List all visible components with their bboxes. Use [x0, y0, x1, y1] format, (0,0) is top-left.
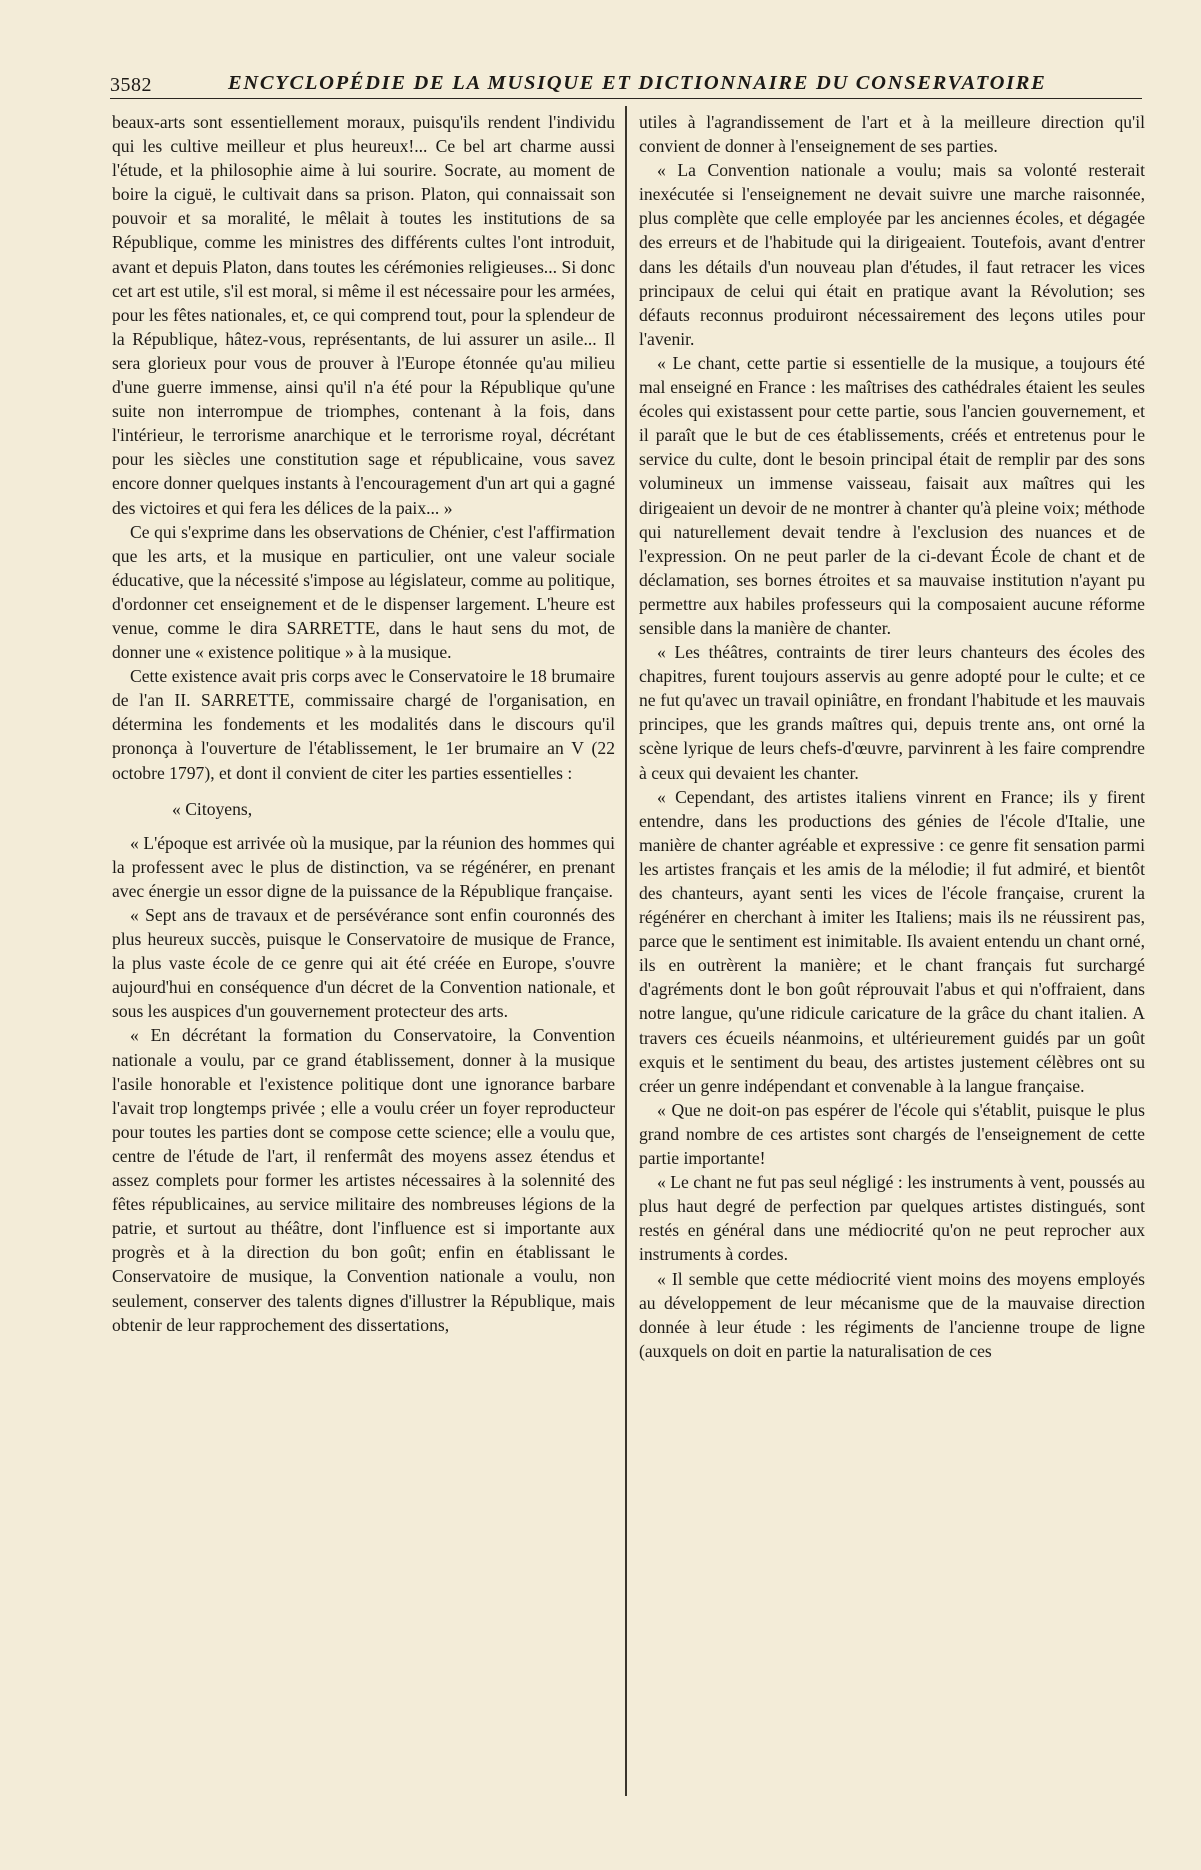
- paragraph: beaux-arts sont essentiellement moraux, puisqu'ils rendent l'individu qui les cultive meilleur et plus heureux!... Ce bel art charme aussi l'étude, et la philosophie aime à lui sourire. Socrate, au moment de boire la ciguë, le cultivait dans sa prison. Platon, qui connaissait son pouvoir et sa moralité, le mêlait à toutes les institutions de sa République, comme les ministres des différents cultes l'ont introduit, avant et depuis Platon, dans toutes les cérémonies religieuses... Si donc cet art est utile, s'il est moral, si même il est nécessaire pour les armées, pour les fêtes nationales, et, ce qui comprend tout, pour la splendeur de la République, hâtez-vous, représentants, de lui assurer un asile... Il sera glorieux pour vous de prouver à l'Europe étonnée qu'au milieu d'une guerre immense, ainsi qu'il n'a été pour la République qu'une suite non interrompue de triomphes, contenant à la fois, dans l'intérieur, le terrorisme anarchique et le terrorisme royal, décrétant pour les siècles une constitution sage et républicaine, vous savez encore donner quelques instants à l'encouragement d'un art qui a gagné des victoires et qui fera les délices de la paix... »: [112, 112, 615, 518]
- paragraph: « En décrétant la formation du Conservatoire, la Convention nationale a voulu, par ce grand établissement, donner à la musique l'asile honorable et l'existence politique dont une ignorance barbare l'avait trop longtemps privée ; elle a voulu créer un foyer reproducteur pour toutes les parties dont se compose cette science; elle a voulu que, centre de l'étude de l'art, il renfermât des moyens assez étendus et assez complets pour former les artistes nécessaires à la solennité des fêtes républicaines, au service militaire des nombreuses légions de la patrie, et surtout au théâtre, dont l'influence est si importante aux progrès et à la direction du bon goût; enfin en établissant le Conservatoire de musique, la Convention nationale a voulu, non seulement, conserver des talents dignes d'illustrer la République, mais obtenir de leur rapprochement des dissertations,: [112, 1025, 615, 1335]
- page-number: 3582: [110, 74, 152, 96]
- paragraph: « La Convention nationale a voulu; mais sa volonté resterait inexécutée si l'enseignement ne devait suivre une marche raisonnée, plus complète que celle employée par les anciennes écoles, et dégagée des erreurs et de l'habitude qui la dirigeaient. Toutefois, avant d'entrer dans les détails d'un nouveau plan d'études, il faut retracer les vices principaux de celui qui était en pratique avant la Révolution; ses défauts reconnus produiront nécessairement des leçons utiles pour l'avenir.: [639, 160, 1145, 349]
- paragraph: « Le chant ne fut pas seul négligé : les instruments à vent, poussés au plus haut degré de perfection par quelques artistes distingués, sont restés en général dans une médiocrité qu'on ne peut reprocher aux instruments à cordes.: [639, 1172, 1145, 1265]
- paragraph: Ce qui s'exprime dans les observations de Chénier, c'est l'affirmation que les arts, et la musique en particulier, ont une valeur sociale éducative, que la nécessité s'impose au législateur, comme au politique, d'ordonner cet enseignement et de le dispenser largement. L'heure est venue, comme le dira SARRETTE, dans le haut sens du mot, de donner une « existence politique » à la musique.: [112, 521, 615, 663]
- left-column: [112, 110, 615, 1337]
- salutation: « Citoyens,: [172, 798, 253, 819]
- paragraph: « Cependant, des artistes italiens vinrent en France; ils y firent entendre, dans les productions des génies de l'école d'Italie, une manière de chanter agréable et expressive : ce genre fit sensation parmi les artistes français et les amis de la mélodie; il fut admiré, et bientôt des chanteurs, ayant senti les vices de l'école française, crurent la régénérer en cherchant à imiter les Italiens; mais ils ne réussirent pas, parce que le sentiment est inimitable. Ils avaient entendu un chant orné, ils en outrèrent la manière; et le chant français fut surchargé d'agréments dont le bon goût réprouvait l'abus et qui n'offraient, dans notre langue, qu'une ridicule caricature de la grâce du chant italien. A travers ces écueils néanmoins, et ultérieurement guidés par un goût exquis et le sentiment du beau, des artistes justement célèbres ont su créer un genre indépendant et convenable à la langue française.: [639, 786, 1145, 1096]
- paragraph: « Sept ans de travaux et de persévérance sont enfin couronnés des plus heureux succès, puisque le Conservatoire de musique de France, la plus vaste école de ce genre qui ait été créée en Europe, s'ouvre aujourd'hui en conséquence d'un décret de la Convention nationale, et sous les auspices d'un gouvernement protecteur des arts.: [112, 905, 615, 1022]
- paragraph: utiles à l'agrandissement de l'art et à la meilleure direction qu'il convient de donner à l'enseignement de ses parties.: [639, 112, 1145, 157]
- running-title: ENCYCLOPÉDIE DE LA MUSIQUE ET DICTIONNAIRE DU CONSERVATOIRE: [228, 72, 1047, 94]
- paragraph: « L'époque est arrivée où la musique, par la réunion des hommes qui la professent avec le plus de distinction, va se régénérer, en prenant avec énergie un essor digne de la puissance de la République française.: [112, 832, 615, 901]
- paragraph: « Il semble que cette médiocrité vient moins des moyens employés au développement de leur mécanisme que de la mauvaise direction donnée à leur étude : les régiments de l'ancienne troupe de ligne (auxquels on doit en partie la naturalisation de ces: [639, 1268, 1145, 1361]
- paragraph: Cette existence avait pris corps avec le Conservatoire le 18 brumaire de l'an II. SARRETTE, commissaire chargé de l'organisation, en détermina les fondements et les modalités dans le discours qu'il prononça à l'ouverture de l'établissement, le 1er brumaire an V (22 octobre 1797), et dont il convient de citer les parties essentielles :: [112, 666, 615, 783]
- paragraph: « Les théâtres, contraints de tirer leurs chanteurs des écoles des chapitres, furent toujours asservis au genre adopté pour le culte; et ce ne fut qu'avec un travail opiniâtre, en frondant l'habitude et les mauvais principes, que les grands maîtres qui, depuis trente ans, ont orné la scène lyrique de leurs chefs-d'œuvre, parvinrent à les faire comprendre à ceux qui devaient les chanter.: [639, 642, 1145, 783]
- right-column: [639, 110, 1145, 1363]
- page-header: [110, 72, 1142, 99]
- column-divider: [625, 106, 627, 1796]
- paragraph: « Que ne doit-on pas espérer de l'école qui s'établit, puisque le plus grand nombre de ces artistes sont chargés de l'enseignement de cette partie importante!: [639, 1099, 1145, 1169]
- paragraph: « Le chant, cette partie si essentielle de la musique, a toujours été mal enseigné en France : les maîtrises des cathédrales étaient les seules écoles qui existassent pour cette partie, sous l'ancien gouvernement, et il paraît que le but de ces établissements, créés et entretenus pour le service du culte, dont le besoin principal était de remplir par des sons volumineux un immense vaisseau, faisait aux maîtres qui les dirigeaient un devoir de ne montrer à chanter qu'à pleine voix; méthode qui naturellement devait tendre à l'exclusion des nuances et de l'expression. On ne peut parler de la ci-devant École de chant et de déclamation, ses bornes étroites et sa mauvaise institution n'ayant pu permettre aux habiles professeurs qui la composaient aucune réforme sensible dans la manière de chanter.: [639, 352, 1145, 638]
